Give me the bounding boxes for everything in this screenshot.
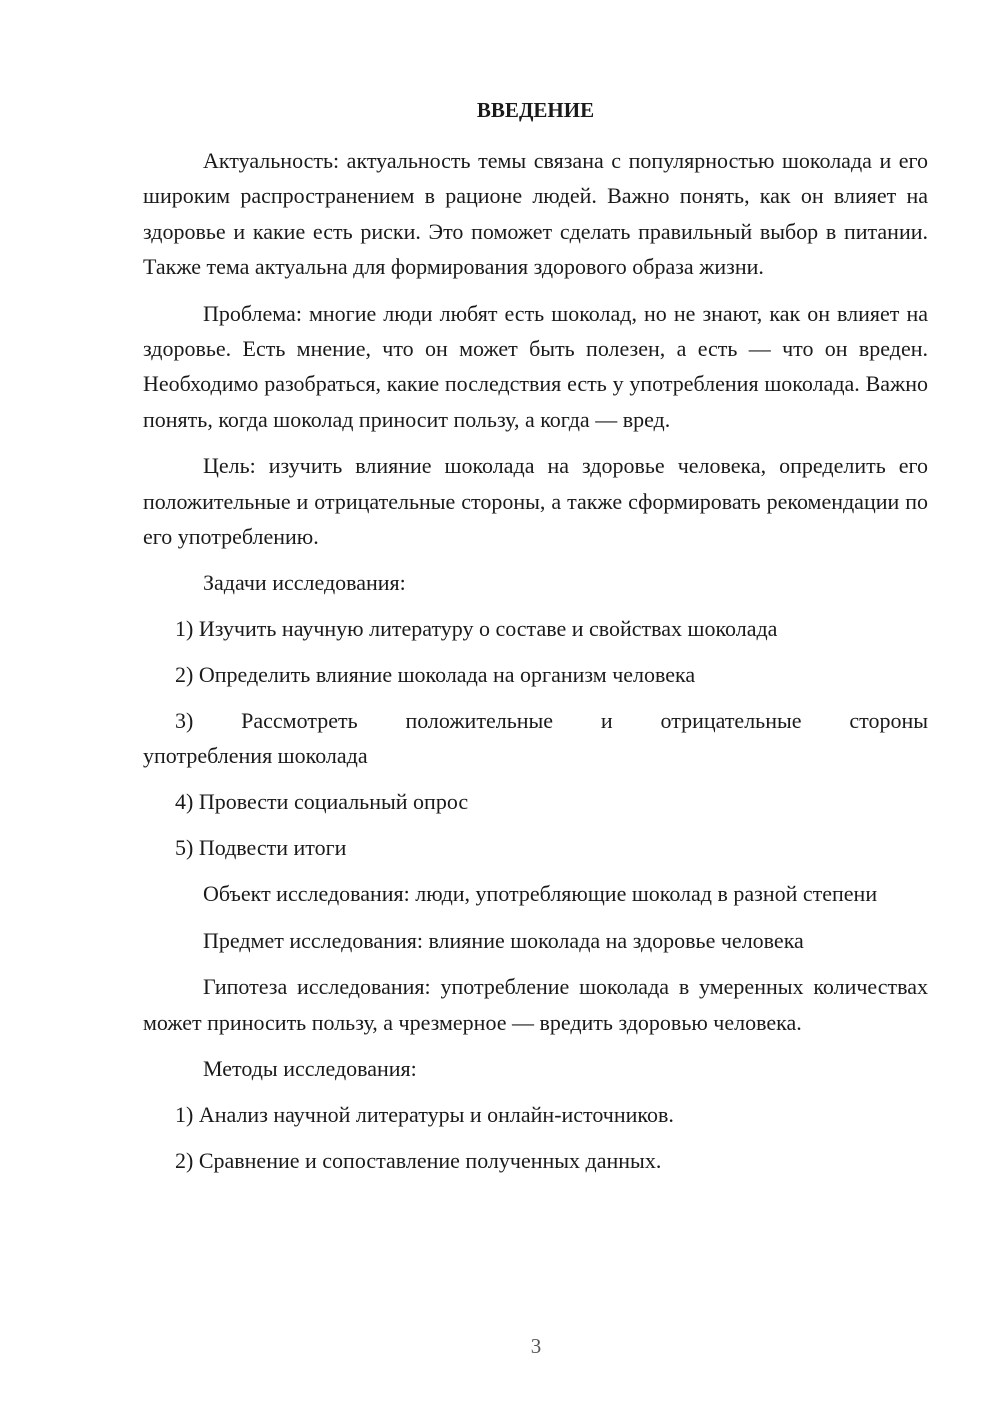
methods-heading: Методы исследования: bbox=[203, 1056, 417, 1082]
document-page bbox=[143, 95, 928, 1189]
task-item-3-line-2: употребления шоколада bbox=[143, 743, 368, 769]
task-item-3 bbox=[143, 703, 928, 773]
method-item-1: 1) Анализ научной литературы и онлайн-источников. bbox=[175, 1102, 674, 1128]
page-number: 3 bbox=[530, 1334, 542, 1358]
task-item-3-line-1: 3) Рассмотреть положительные и отрицательные стороны bbox=[175, 708, 928, 734]
task-item-1: 1) Изучить научную литературу о составе и свойствах шоколада bbox=[175, 616, 778, 642]
problem-paragraph: Проблема: многие люди любят есть шоколад, но не знают, как он влияет на здоровье. Есть мнение, что он может быть полезен, а есть — что он вреден. Необходимо разобраться, какие последствия есть у употребления шоколада. Важно понять, когда шоколад приносит пользу, а когда — вред. bbox=[143, 300, 928, 432]
object-paragraph: Объект исследования: люди, употребляющие шоколад в разной степени bbox=[203, 881, 878, 907]
task-item-5: 5) Подвести итоги bbox=[175, 835, 347, 861]
section-title: ВВЕДЕНИЕ bbox=[476, 98, 595, 122]
task-item-4: 4) Провести социальный опрос bbox=[175, 789, 469, 815]
task-item-2: 2) Определить влияние шоколада на организм человека bbox=[175, 662, 696, 688]
method-item-2: 2) Сравнение и сопоставление полученных данных. bbox=[175, 1148, 662, 1174]
relevance-paragraph: Актуальность: актуальность темы связана с популярностью шоколада и его широким распространением в рационе людей. Важно понять, как он влияет на здоровье и какие есть риски. Это поможет сделать правильный выбор в питании. Также тема актуальна для формирования здорового образа жизни. bbox=[143, 148, 928, 280]
subject-paragraph: Предмет исследования: влияние шоколада на здоровье человека bbox=[203, 927, 804, 953]
tasks-heading: Задачи исследования: bbox=[203, 570, 406, 596]
hypothesis-paragraph: Гипотеза исследования: употребление шоколада в умеренных количествах может приносить пользу, а чрезмерное — вредить здоровью человека. bbox=[143, 974, 928, 1035]
goal-paragraph: Цель: изучить влияние шоколада на здоровье человека, определить его положительные и отрицательные стороны, а также сформировать рекомендации по его употреблению. bbox=[143, 453, 928, 550]
